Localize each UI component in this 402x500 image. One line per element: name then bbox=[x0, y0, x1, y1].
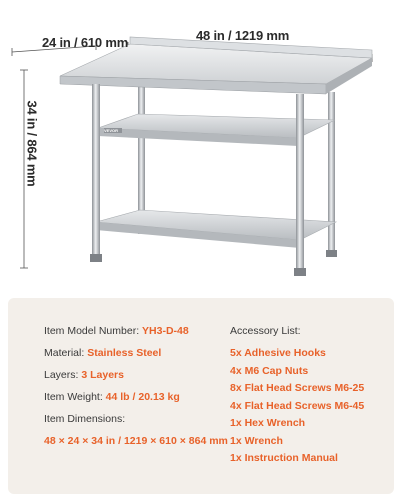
accessory-list bbox=[230, 324, 364, 469]
accessory-item: 4x M6 Cap Nuts bbox=[230, 364, 309, 377]
spec-item-dimensions-label: Item Dimensions: bbox=[44, 413, 126, 425]
spec-weight bbox=[44, 390, 228, 412]
width-dimension-label: 48 in / 1219 mm bbox=[196, 28, 290, 43]
spec-item-dimensions bbox=[44, 412, 228, 434]
accessory-item: 5x Adhesive Hooks bbox=[230, 347, 326, 359]
accessory-item: 1x Instruction Manual bbox=[230, 452, 338, 464]
spec-model bbox=[44, 324, 228, 346]
spec-item-dimensions-value: 48 × 24 × 34 in / 1219 × 610 × 864 mm bbox=[44, 435, 228, 447]
spec-layers bbox=[44, 368, 228, 390]
spec-layers-label: Layers: bbox=[44, 369, 79, 381]
spec-panel bbox=[8, 298, 394, 494]
spec-model-value: YH3-D-48 bbox=[142, 325, 189, 337]
brand-tag: VEVOR bbox=[104, 128, 119, 133]
accessory-list-title: Accessory List: bbox=[230, 325, 301, 337]
spec-material-value: Stainless Steel bbox=[87, 347, 162, 359]
spec-model-label: Item Model Number: bbox=[44, 325, 140, 337]
accessory-item: 4x Flat Head Screws M6-45 bbox=[230, 399, 365, 412]
spec-list bbox=[44, 324, 228, 456]
accessory-item: 1x Hex Wrench bbox=[230, 417, 306, 429]
accessory-item: 8x Flat Head Screws M6-25 bbox=[230, 382, 365, 394]
depth-dimension-label: 24 in / 610 mm bbox=[42, 35, 129, 50]
spec-layers-value: 3 Layers bbox=[81, 369, 124, 381]
height-dimension-label: 34 in / 864 mm bbox=[24, 100, 40, 187]
spec-material-label: Material: bbox=[44, 347, 85, 359]
spec-weight-value: 44 lb / 20.13 kg bbox=[105, 391, 180, 403]
accessory-item: 1x Wrench bbox=[230, 434, 283, 447]
spec-item-dimensions-row bbox=[44, 434, 228, 456]
spec-weight-label: Item Weight: bbox=[44, 391, 103, 403]
spec-material bbox=[44, 346, 228, 368]
